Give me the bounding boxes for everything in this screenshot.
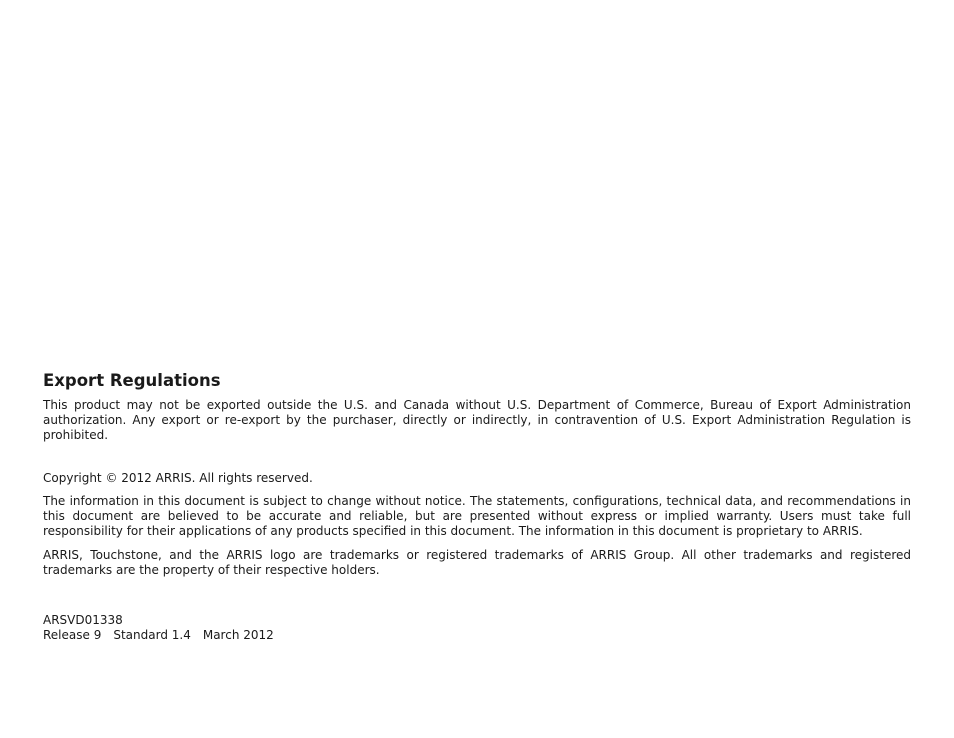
disclaimer-text: The information in this document is subject to change without notice. The statements, configurations, technical data, and recommendations in this document are believed to be accurate and reliable, but are presented without express or implied warranty. Users must take full responsibility for their applications of any products specified in this document. The information in this document is proprietary to ARRIS. [43, 494, 911, 538]
trademark-notice: ARRIS, Touchstone, and the ARRIS logo are trademarks or registered trademarks of ARRIS Group. All other trademarks and registered trademarks are the property of their respective holders. [43, 548, 911, 577]
copyright-notice: Copyright © 2012 ARRIS. All rights reserved. [43, 471, 313, 485]
export-regulations-heading: Export Regulations [43, 371, 221, 390]
document-info [43, 613, 911, 642]
standard-version: Standard 1.4 [113, 627, 191, 642]
release-number: Release 9 [43, 627, 102, 642]
export-regulations-text: This product may not be exported outside the U.S. and Canada without U.S. Department of Commerce, Bureau of Export Administration authorization. Any export or re-export by the purchaser, directly or indirectly, in contravention of U.S. Export Administration Regulation is prohibited. [43, 398, 911, 442]
legal-notice-section [43, 370, 911, 642]
publication-date: March 2012 [202, 627, 274, 642]
document-id: ARSVD01338 [43, 613, 123, 627]
release-info-line [43, 628, 911, 643]
